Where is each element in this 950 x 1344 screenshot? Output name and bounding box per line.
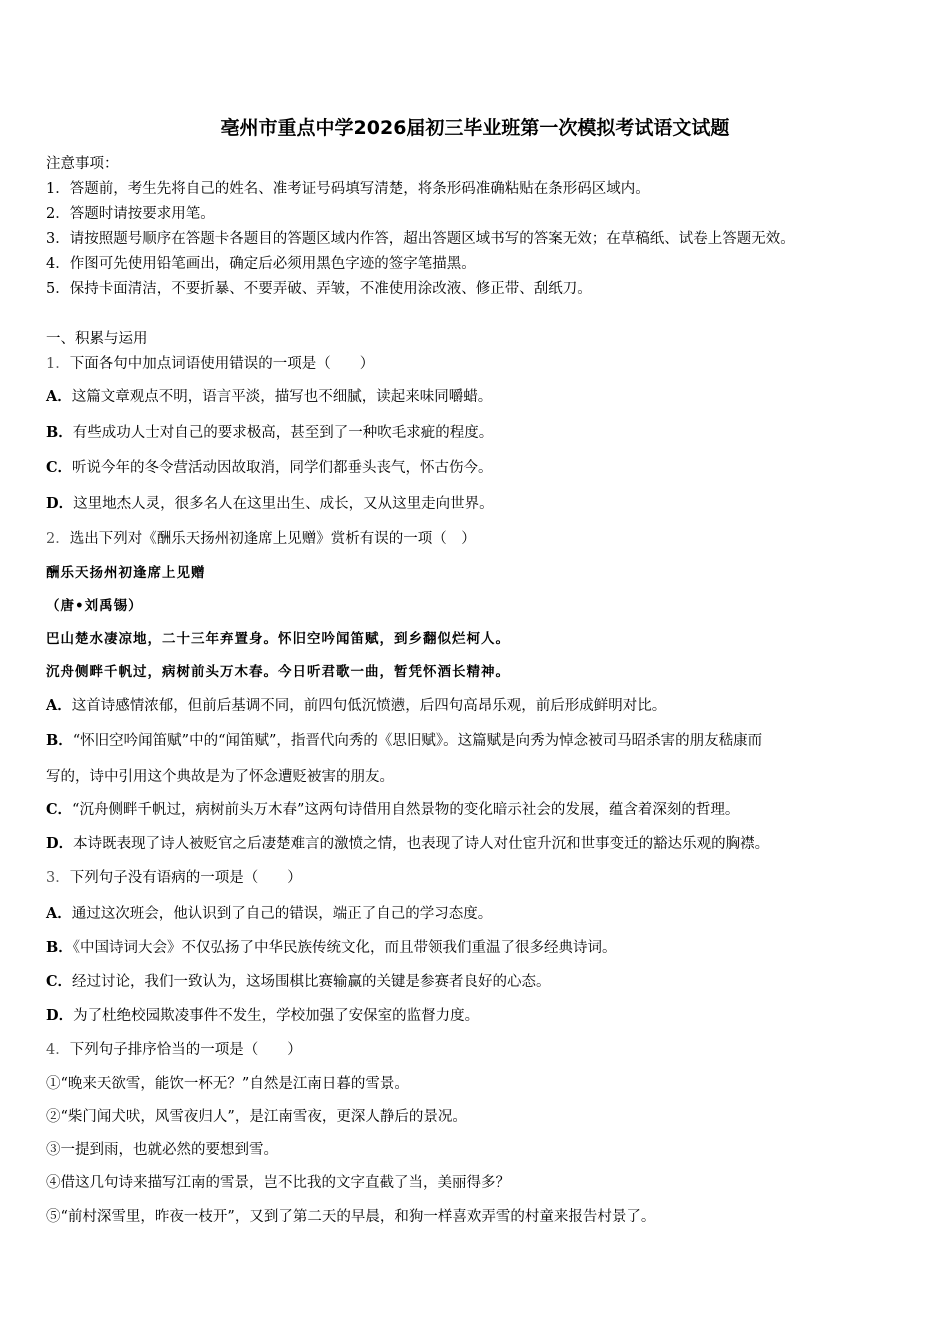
option-text: 这首诗感情浓郁，但前后基调不同，前四句低沉愤懑，后四句高昂乐观，前后形成鲜明对比。	[71, 698, 667, 714]
option-label: B．	[46, 732, 73, 749]
option-text: 这篇文章观点不明，语言平淡，描写也不细腻，读起来味同嚼蜡。	[71, 389, 493, 405]
question-stem: 下列句子没有语病的一项是（ ）	[69, 870, 302, 886]
q4-item-1: ①“晚来天欲雪，能饮一杯无？”自然是江南日暮的雪景。	[46, 1076, 409, 1092]
question-number: 4．	[46, 1042, 70, 1058]
question-number: 2．	[46, 531, 70, 547]
exam-title: 亳州市重点中学2026届初三毕业班第一次模拟考试语文试题	[220, 117, 730, 139]
option-text: 听说今年的冬令营活动因故取消，同学们都垂头丧气，怀古伤今。	[72, 460, 493, 476]
option-label: B．	[46, 939, 73, 956]
q1-option-c	[46, 456, 493, 477]
question-stem: 选出下列对《酬乐天扬州初逢席上见赠》赏析有误的一项（ ）	[69, 531, 476, 547]
question-2	[46, 527, 476, 548]
notice-item-2: 2．答题时请按要求用笔。	[46, 206, 215, 222]
question-stem: 下面各句中加点词语使用错误的一项是（ ）	[69, 356, 375, 372]
q2-option-a	[46, 694, 666, 715]
option-label: D．	[46, 495, 74, 512]
notice-item-1: 1．答题前，考生先将自己的姓名、准考证号码填写清楚，将条形码准确粘贴在条形码区域内。	[46, 181, 650, 197]
option-label: D．	[46, 1007, 74, 1024]
poem-author: （唐•刘禹锡）	[46, 598, 143, 614]
option-text: “怀旧空吟闻笛赋”中的“闻笛赋”，指晋代向秀的《思旧赋》。这篇赋是向秀为悼念被司马昭杀害的朋友嵇康而	[72, 733, 763, 749]
q2-option-d	[46, 832, 769, 853]
question-4	[46, 1038, 302, 1059]
option-text: 为了杜绝校园欺凌事件不发生，学校加强了安保室的监督力度。	[73, 1008, 480, 1024]
question-3	[46, 866, 302, 887]
poem-title: 酬乐天扬州初逢席上见赠	[46, 565, 206, 581]
notice-heading: 注意事项：	[46, 156, 119, 172]
option-label: C．	[46, 801, 73, 818]
q4-item-2: ②“柴门闻犬吠，风雪夜归人”，是江南雪夜，更深人静后的景况。	[46, 1109, 467, 1125]
option-label: B．	[46, 424, 73, 441]
option-text: “沉舟侧畔千帆过，病树前头万木春”这两句诗借用自然景物的变化暗示社会的发展，蕴含着深刻的哲理。	[72, 802, 740, 818]
option-label: C．	[46, 459, 73, 476]
q3-option-b	[46, 936, 617, 957]
option-text: 有些成功人士对自己的要求极高，甚至到了一种吹毛求疵的程度。	[72, 425, 494, 441]
question-1	[46, 352, 374, 373]
poem-line-1: 巴山楚水凄凉地，二十三年弃置身。怀旧空吟闻笛赋，到乡翻似烂柯人。	[46, 631, 510, 647]
notice-item-3: 3．请按照题号顺序在答题卡各题目的答题区域内作答，超出答题区域书写的答案无效；在草稿纸、试卷上答题无效。	[46, 231, 795, 247]
q1-option-a	[46, 385, 492, 406]
question-number: 3．	[46, 870, 70, 886]
option-label: A．	[46, 388, 72, 405]
q1-option-b	[46, 421, 493, 442]
q2-option-c	[46, 798, 739, 819]
q2-option-b-continued: 写的，诗中引用这个典故是为了怀念遭贬被害的朋友。	[46, 769, 394, 785]
option-text: 经过讨论，我们一致认为，这场围棋比赛输赢的关键是参赛者良好的心态。	[72, 974, 551, 990]
notice-item-5: 5．保持卡面清洁，不要折暴、不要弄破、弄皱，不准使用涂改液、修正带、刮纸刀。	[46, 281, 592, 297]
q2-option-b	[46, 729, 762, 750]
option-text: 这里地杰人灵，很多名人在这里出生、成长，又从这里走向世界。	[73, 496, 494, 512]
q3-option-d	[46, 1004, 479, 1025]
q1-option-d	[46, 492, 494, 513]
q4-item-4: ④借这几句诗来描写江南的雪景，岂不比我的文字直截了当，美丽得多？	[46, 1175, 510, 1191]
poem-line-2: 沉舟侧畔千帆过，病树前头万木春。今日听君歌一曲，暂凭怀酒长精神。	[46, 664, 510, 680]
q4-item-3: ③一提到雨，也就必然的要想到雪。	[46, 1142, 278, 1158]
notice-item-4: 4．作图可先使用铅笔画出，确定后必须用黑色字迹的签字笔描黑。	[46, 256, 476, 272]
option-text: 本诗既表现了诗人被贬官之后凄楚难言的激愤之情，也表现了诗人对仕宦升沉和世事变迁的豁达乐观的胸襟。	[73, 836, 770, 852]
q3-option-a	[46, 902, 492, 923]
option-label: A．	[46, 905, 72, 922]
option-text: 通过这次班会，他认识到了自己的错误，端正了自己的学习态度。	[71, 906, 493, 922]
section-heading: 一、积累与运用	[46, 331, 148, 347]
question-stem: 下列句子排序恰当的一项是（ ）	[69, 1042, 302, 1058]
option-text: 《中国诗词大会》不仅弘扬了中华民族传统文化，而且带领我们重温了很多经典诗词。	[72, 940, 617, 956]
question-number: 1．	[46, 356, 70, 372]
option-label: D．	[46, 835, 74, 852]
option-label: A．	[46, 697, 72, 714]
q4-item-5: ⑤“前村深雪里，昨夜一枝开”，又到了第二天的早晨，和狗一样喜欢弄雪的村童来报告村景了。	[46, 1209, 656, 1225]
option-label: C．	[46, 973, 73, 990]
q3-option-c	[46, 970, 551, 991]
